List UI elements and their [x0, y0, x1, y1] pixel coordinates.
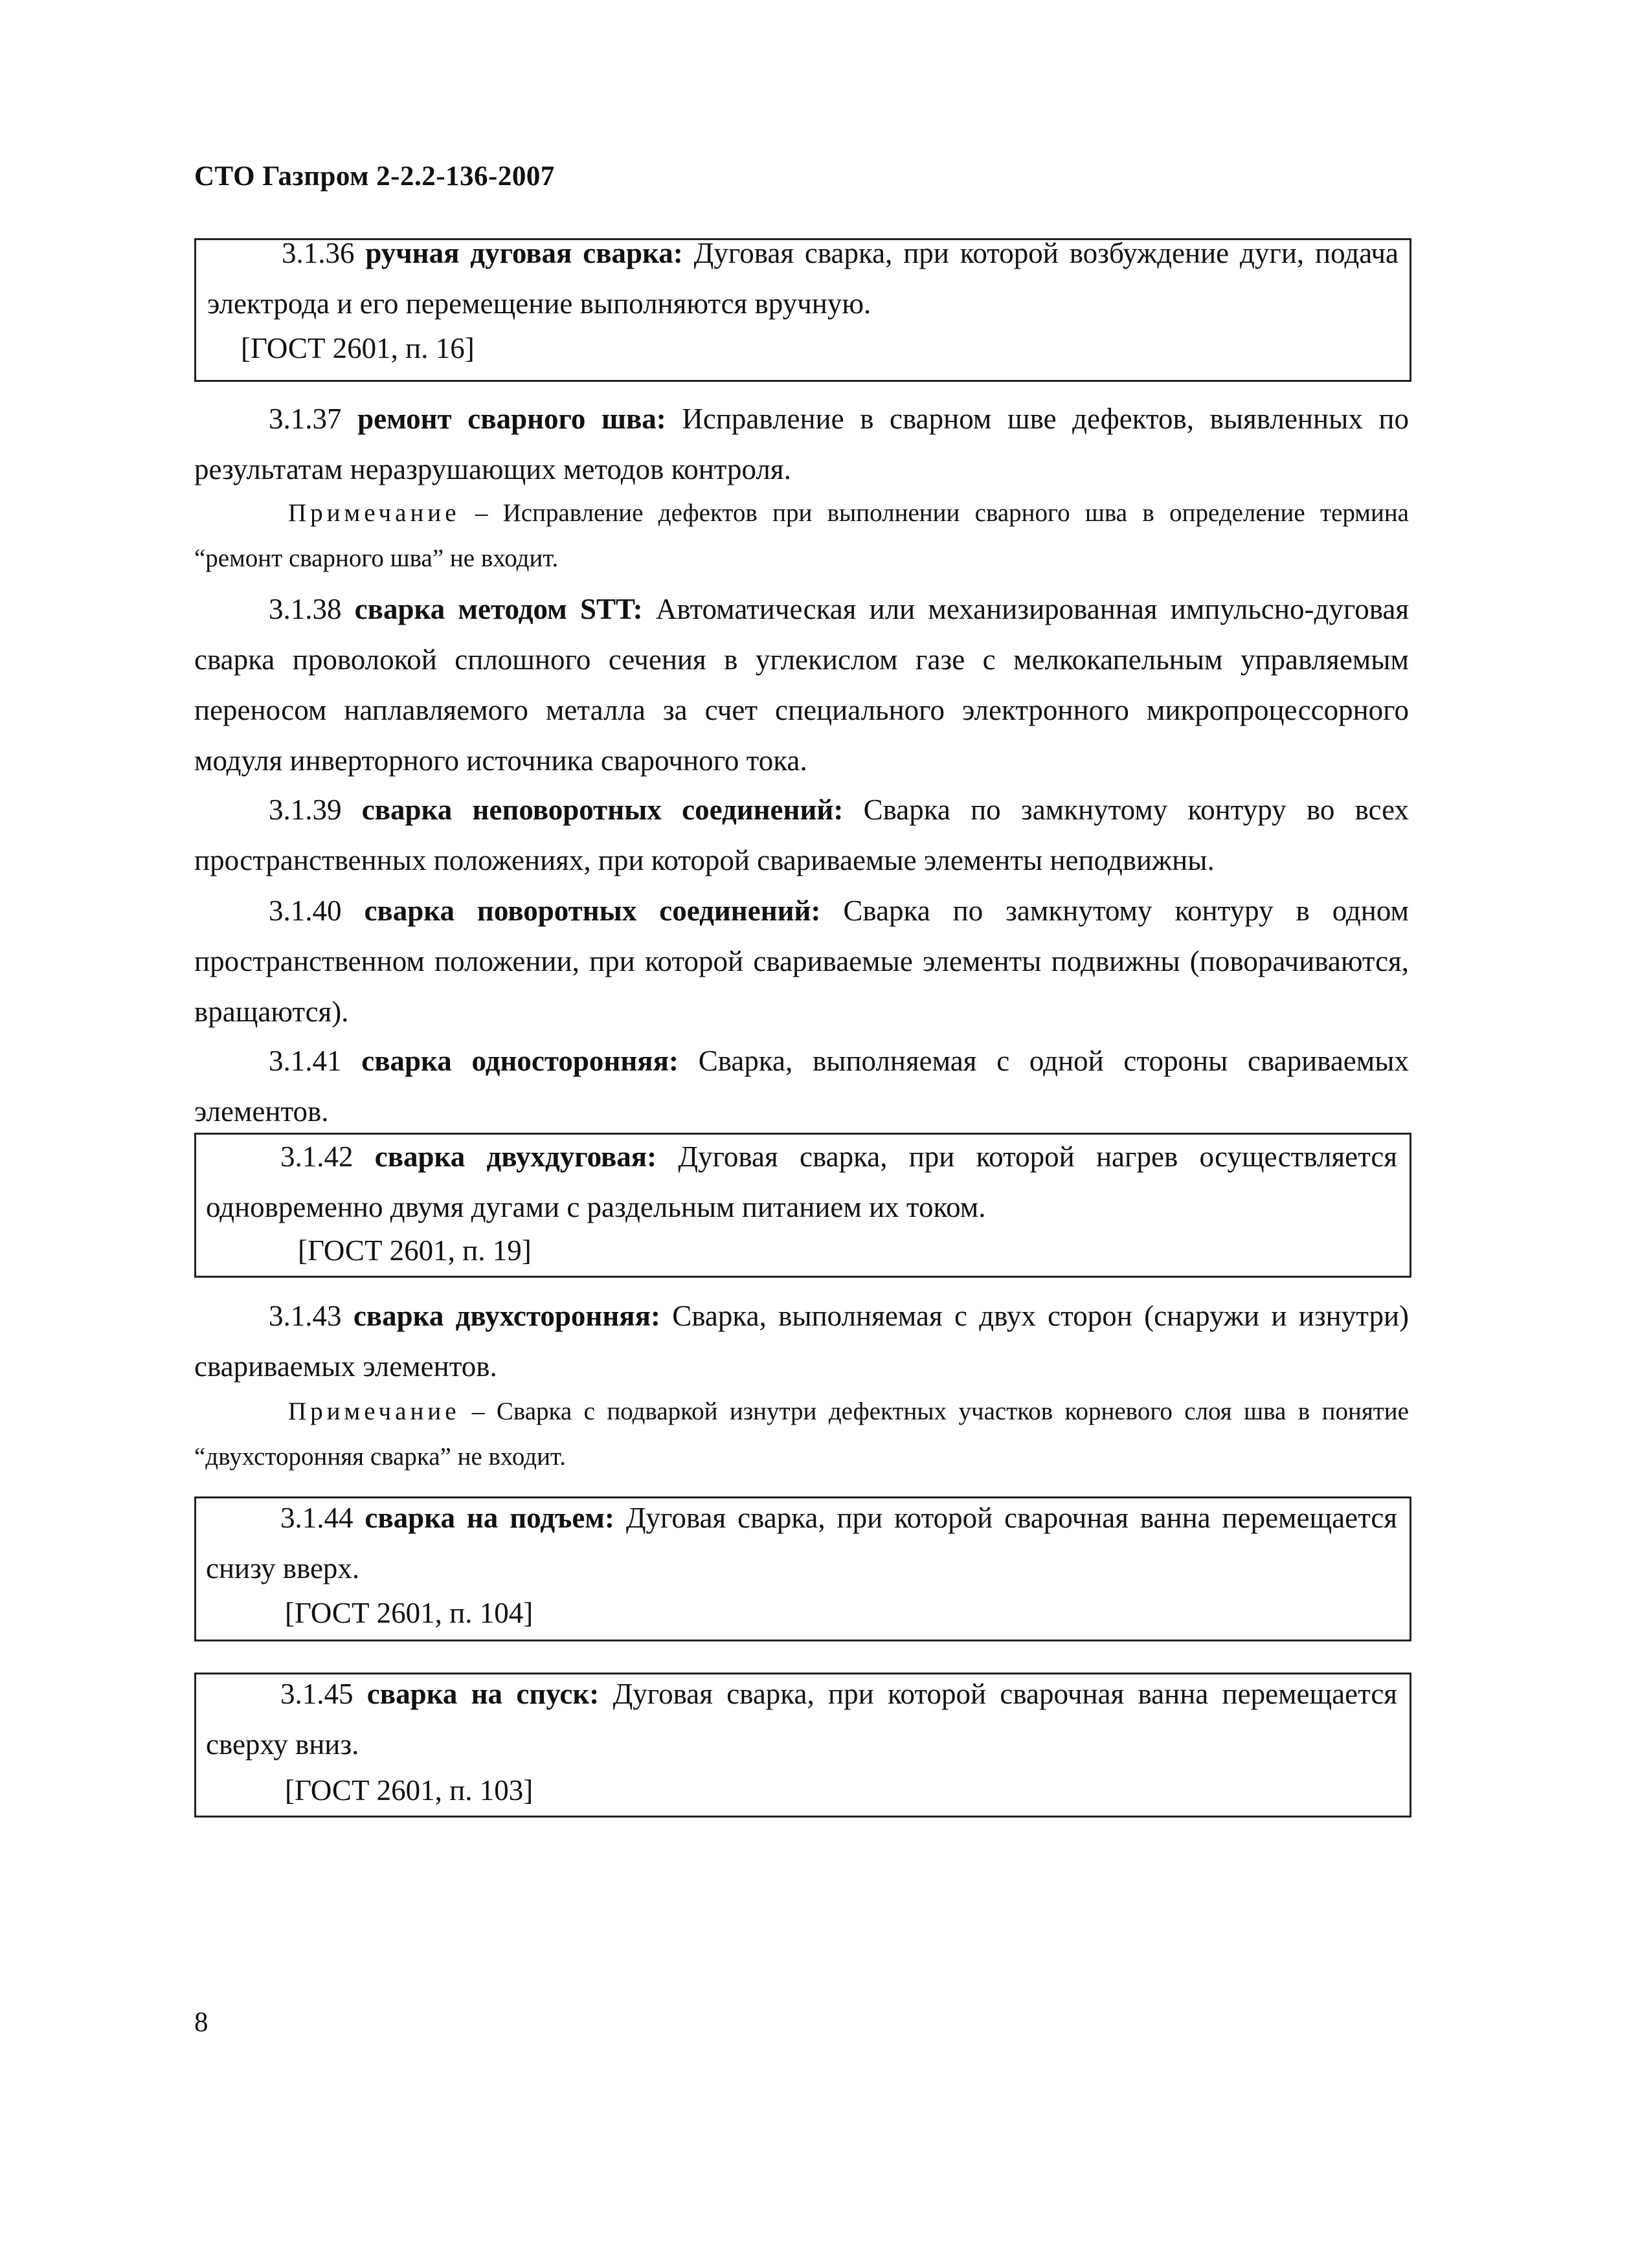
- entry-number: 3.1.43: [269, 1300, 342, 1332]
- entry-3-1-42: [206, 1131, 1397, 1232]
- entry-text: Исправление в сварном шве дефектов, выявленных по результатам неразрушающих методов контроля.: [194, 403, 1409, 485]
- entry-3-1-37: [194, 394, 1409, 495]
- entry-reference: [ГОСТ 2601, п. 104]: [285, 1597, 534, 1629]
- entry-reference: [ГОСТ 2601, п. 16]: [241, 332, 475, 364]
- entry-text: Дуговая сварка, при которой сварочная ванна перемещается сверху вниз.: [206, 1678, 1398, 1761]
- entry-3-1-40: [194, 885, 1409, 1037]
- entry-text: Сварка, выполняемая с двух сторон (снаружи и изнутри) свариваемых элементов.: [194, 1300, 1410, 1383]
- note-label: Примечание: [288, 1397, 460, 1425]
- entry-term: сварка двухсторонняя:: [353, 1300, 660, 1332]
- entry-number: 3.1.45: [280, 1678, 354, 1710]
- entry-3-1-38: [194, 584, 1409, 786]
- entry-3-1-36: [207, 228, 1399, 329]
- entry-reference: [ГОСТ 2601, п. 103]: [285, 1774, 534, 1807]
- note-2: [194, 1389, 1409, 1480]
- entry-term: сварка поворотных соединений:: [364, 895, 821, 927]
- entry-3-1-45: [206, 1669, 1397, 1770]
- entry-term: сварка двухдуговая:: [374, 1140, 657, 1173]
- entry-term: ручная дуговая сварка:: [365, 237, 683, 269]
- entry-term: сварка на подъем:: [365, 1502, 614, 1534]
- entry-3-1-41: [194, 1036, 1409, 1137]
- entry-text: Дуговая сварка, при которой возбуждение дуги, подача электрода и его перемещение выполняются вручную.: [207, 237, 1399, 320]
- entry-term: сварка методом STT:: [354, 593, 643, 625]
- entry-number: 3.1.37: [269, 403, 342, 435]
- entry-number: 3.1.42: [280, 1140, 354, 1173]
- entry-number: 3.1.41: [269, 1045, 342, 1077]
- note-label: Примечание: [288, 499, 460, 527]
- entry-term: ремонт сварного шва:: [357, 403, 666, 435]
- entry-term: сварка односторонняя:: [361, 1045, 679, 1077]
- note-text: – Исправление дефектов при выполнении сварного шва в определение термина “ремонт сварного шва” не входит.: [194, 499, 1409, 572]
- entry-text: Сварка по замкнутому контуру во всех пространственных положениях, при которой свариваемые элементы неподвижны.: [194, 794, 1409, 876]
- note-text: – Сварка с подваркой изнутри дефектных участков корневого слоя шва в понятие “двухсторонняя сварка” не входит.: [194, 1397, 1409, 1471]
- entry-number: 3.1.44: [280, 1502, 354, 1534]
- entry-3-1-44: [206, 1493, 1397, 1594]
- note-1: [194, 491, 1409, 581]
- entry-reference: [ГОСТ 2601, п. 19]: [298, 1234, 532, 1267]
- entry-text: Дуговая сварка, при которой нагрев осуществляется одновременно двумя дугами с раздельным питанием их током.: [206, 1140, 1397, 1223]
- entry-number: 3.1.36: [282, 237, 355, 269]
- page-number: 8: [194, 2007, 208, 2038]
- document-header: СТО Газпром 2-2.2-136-2007: [194, 161, 555, 192]
- entry-text: Автоматическая или механизированная импульсно-дуговая сварка проволокой сплошного сечения в углекислом газе с мелкокапельным управляемым переносом наплавляемого металла за счет специального электронного микропроцессорного модуля инверторного источника сварочного тока.: [194, 593, 1410, 777]
- entry-term: сварка на спуск:: [366, 1678, 600, 1710]
- entry-text: Сварка, выполняемая с одной стороны свариваемых элементов.: [194, 1045, 1409, 1128]
- entry-number: 3.1.38: [269, 593, 342, 625]
- entry-3-1-39: [194, 784, 1409, 885]
- entry-term: сварка неповоротных соединений:: [361, 794, 844, 826]
- entry-text: Дуговая сварка, при которой сварочная ванна перемещается снизу вверх.: [206, 1502, 1397, 1584]
- entry-3-1-43: [194, 1291, 1409, 1392]
- entry-number: 3.1.40: [269, 895, 342, 927]
- entry-number: 3.1.39: [269, 794, 342, 826]
- entry-text: Сварка по замкнутому контуру в одном пространственном положении, при которой свариваемые элементы подвижны (поворачиваются, вращаются).: [194, 895, 1409, 1028]
